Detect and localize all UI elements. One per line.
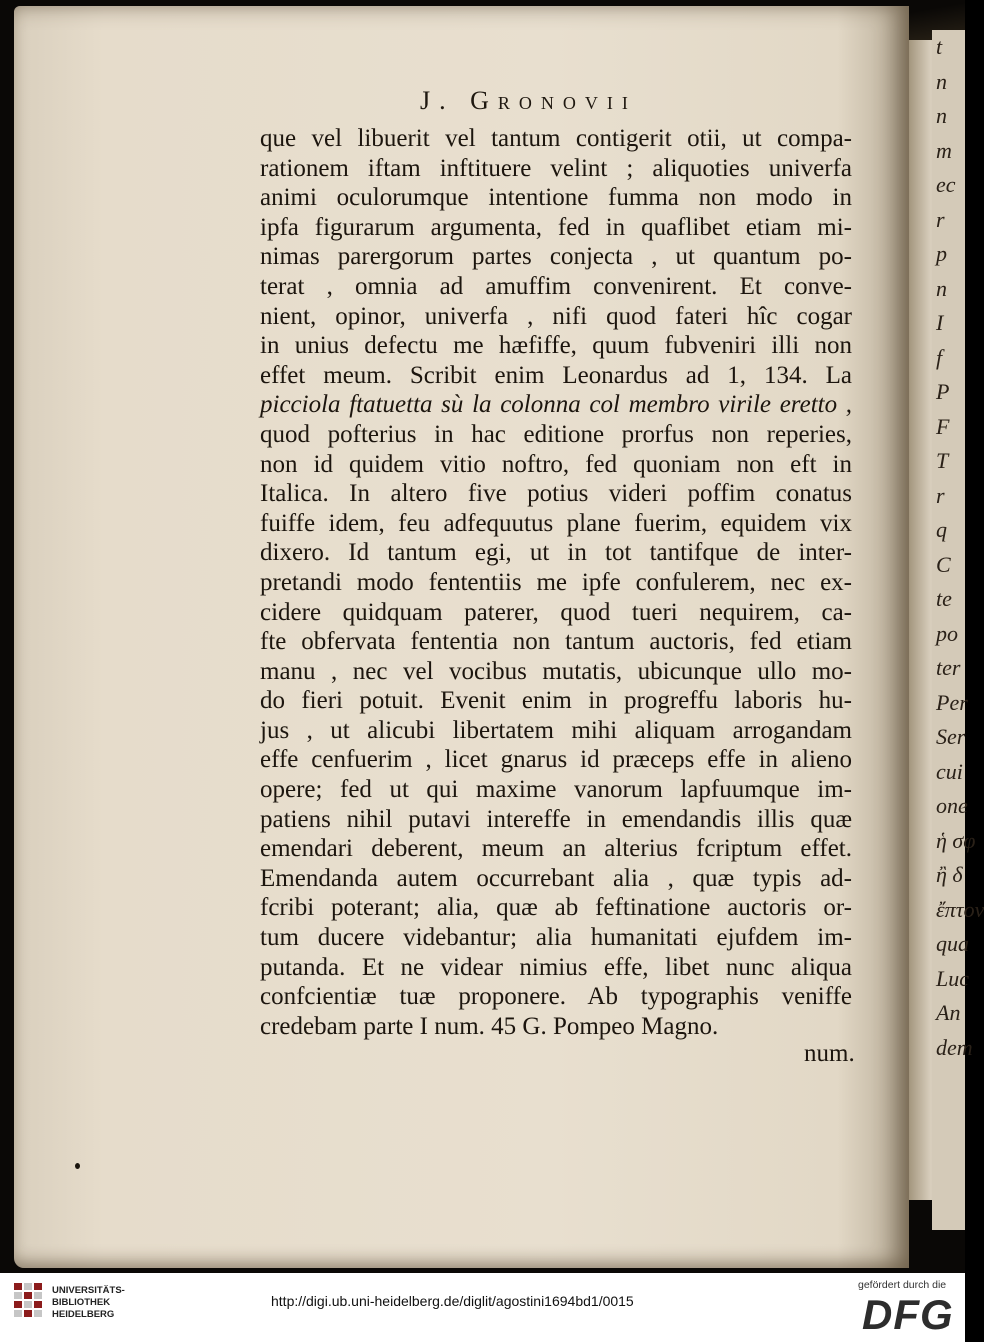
text-line: quod pofterius in hac editione prorfus non reperies, bbox=[260, 420, 852, 448]
facing-page-fragment: ter bbox=[936, 655, 961, 680]
text-line: fte obfervata fententia non tantum auctoris, fed etiam bbox=[260, 628, 852, 656]
footer-bar bbox=[0, 1273, 965, 1342]
facing-page-fragment: cui bbox=[936, 758, 963, 784]
text-line: effet meum. Scribit enim Leonardus ad 1, 134. La bbox=[260, 361, 852, 389]
facing-page-fragment: r bbox=[936, 206, 945, 232]
facing-page-fragment: r bbox=[936, 482, 945, 508]
text-line: credebam parte I num. 45 G. Pompeo Magno. bbox=[260, 1012, 719, 1040]
text-line: tum ducere videbantur; alia humanitati ejufdem im- bbox=[260, 924, 852, 952]
text-line: pretandi modo fententiis me ipfe confulerem, nec ex- bbox=[260, 568, 852, 596]
text-line: picciola ftatuetta sù la colonna col membro virile eretto , bbox=[260, 391, 852, 419]
facing-page-fragment: P bbox=[936, 379, 950, 404]
sponsor-label: gefördert durch die bbox=[858, 1279, 947, 1291]
text-line: do fieri potuit. Evenit enim in progreffu laboris hu- bbox=[260, 687, 852, 715]
facing-page-fragment: q bbox=[936, 517, 947, 542]
text-line: manu , nec vel vocibus mutatis, ubicunque ullo mo- bbox=[260, 657, 852, 685]
ink-speck bbox=[75, 1163, 80, 1169]
facing-page-fragment: p bbox=[936, 241, 947, 266]
text-line: patiens nihil putavi intereffe in emendandis illis quæ bbox=[260, 805, 852, 833]
institution-line: UNIVERSITÄTS- bbox=[52, 1285, 125, 1296]
text-line: opere; fed ut qui maxime vanorum lapfuumque im- bbox=[260, 776, 852, 804]
facing-page-fragment: ἢ δ bbox=[936, 862, 963, 887]
text-line: fuiffe idem, feu adfequutus plane fuerim, equidem vix bbox=[260, 509, 852, 537]
dfg-logo[interactable]: DFG bbox=[862, 1291, 954, 1338]
facing-page-fragment: ec bbox=[936, 172, 956, 197]
facing-page-fragment: dem bbox=[936, 1034, 973, 1060]
text-line: nient, opinor, univerfa , nifi quod fateri hîc cogar bbox=[260, 302, 852, 330]
facing-page-fragment: I bbox=[936, 310, 944, 335]
facing-page-fragment: ἔπτον bbox=[936, 896, 984, 922]
facing-page-fragment: qua bbox=[936, 931, 969, 956]
text-line: putanda. Et ne videar nimius effe, libet nunc aliqua bbox=[260, 953, 852, 981]
facing-page-fragment: n bbox=[936, 275, 947, 301]
facing-page-fragment: po bbox=[936, 620, 958, 646]
facing-page-fragment: m bbox=[936, 137, 952, 163]
institution-line: BIBLIOTHEK bbox=[52, 1297, 111, 1308]
body-text bbox=[260, 124, 852, 1041]
text-line: cidere quidquam paterer, quod tueri nequirem, ca- bbox=[260, 598, 852, 626]
text-line: ipfa figurarum argumenta, fed in quaflibet etiam mi- bbox=[260, 213, 852, 241]
permalink-url[interactable]: http://digi.ub.uni-heidelberg.de/diglit/agostini1694bd1/0015 bbox=[271, 1293, 634, 1309]
text-line: animi oculorumque intentione fumma non modo in bbox=[260, 184, 852, 212]
facing-page-fragment: Luc bbox=[936, 965, 969, 991]
text-line: fcribi poterant; alia, quæ ab feftinatione auctoris or- bbox=[260, 894, 852, 922]
institution-name[interactable] bbox=[52, 1285, 125, 1321]
facing-page-fragment: f bbox=[936, 344, 943, 370]
text-line: emendari deberent, meum an alterius fcriptum effet. bbox=[260, 835, 852, 863]
university-library-logo-icon[interactable] bbox=[14, 1283, 44, 1319]
facing-page-fragment: T bbox=[936, 448, 949, 473]
text-line: rationem iftam inftituere velint ; aliquoties univerfa bbox=[260, 154, 852, 182]
facing-page-fragment: F bbox=[936, 413, 950, 439]
facing-page-fragment: te bbox=[936, 586, 952, 611]
text-line: que vel libuerit vel tantum contigerit otii, ut compa- bbox=[260, 125, 852, 152]
text-line: confcientiæ tuæ proponere. Ab typographis veniffe bbox=[260, 983, 852, 1011]
text-line: terat , omnia ad amuffim convenirent. Et conve- bbox=[260, 272, 852, 300]
facing-page-fragment: t bbox=[936, 34, 943, 59]
running-head: J. Gronovii bbox=[420, 86, 637, 115]
text-line: Emendanda autem occurrebant alia , quæ typis ad- bbox=[260, 864, 852, 892]
text-line: nimas parergorum partes conjecta , ut quantum po- bbox=[260, 243, 852, 271]
text-line: jus , ut alicubi libertatem mihi aliquam arrogandam bbox=[260, 716, 852, 744]
facing-page-fragment: one bbox=[936, 793, 968, 818]
text-line: effe cenfuerim , licet gnarus id præceps effe in alieno bbox=[260, 746, 852, 774]
facing-page-edge bbox=[932, 30, 984, 1230]
facing-page-fragment: n bbox=[936, 103, 947, 128]
facing-page-fragment: C bbox=[936, 551, 951, 577]
text-line: Italica. In altero five potius videri poffim conatus bbox=[260, 480, 852, 508]
text-line: non id quidem vitio noftro, fed quoniam non eft in bbox=[260, 450, 852, 478]
catchword: num. bbox=[804, 1040, 855, 1067]
facing-page-fragment: ἡ σφ bbox=[936, 827, 976, 853]
text-line: dixero. Id tantum egi, ut in tot tantifque de inter- bbox=[260, 539, 852, 567]
facing-page-fragment: Ser bbox=[936, 724, 966, 749]
facing-page-fragment: An bbox=[936, 1000, 961, 1025]
facing-page-fragment: n bbox=[936, 68, 947, 94]
facing-page-fragment: Per bbox=[936, 689, 968, 715]
institution-line: HEIDELBERG bbox=[52, 1309, 115, 1320]
text-line: in unius defectu me hæfiffe, quum fubveniri illi non bbox=[260, 332, 852, 360]
